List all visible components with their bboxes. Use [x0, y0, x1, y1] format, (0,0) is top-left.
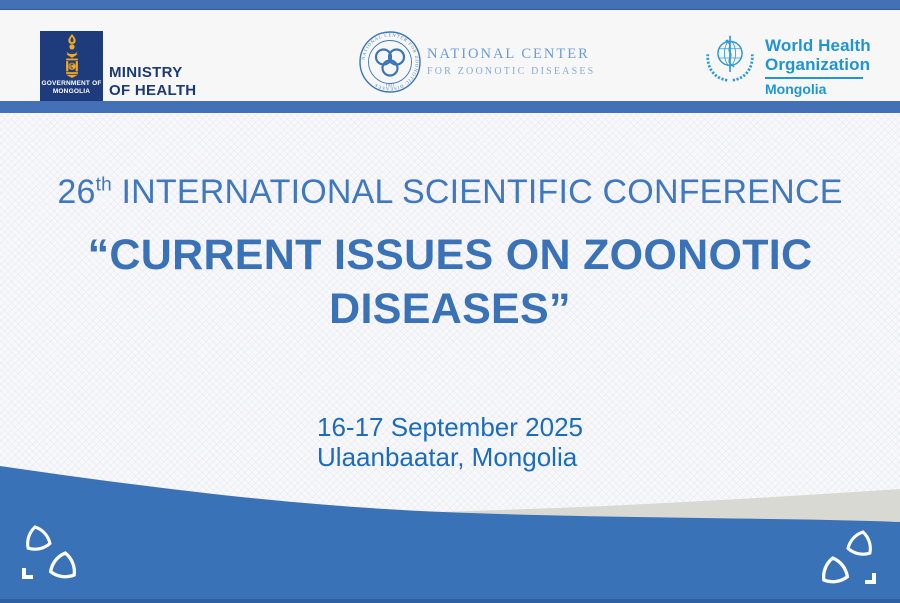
- ministry-name: [109, 64, 196, 100]
- triquetra-knot-icon: [816, 552, 853, 589]
- national-center-zoonotic-diseases-logo: [358, 30, 595, 94]
- corner-mark-icon: [22, 568, 33, 579]
- ncz-name-line2: FOR ZOONOTIC DISEASES: [427, 66, 596, 77]
- conference-title-line1: “CURRENT ISSUES ON ZOONOTIC: [87, 231, 813, 279]
- ncz-seal-year: 1931: [385, 82, 395, 88]
- ncz-name-line1: NATIONAL CENTER: [427, 46, 590, 62]
- corner-mark-icon: [865, 573, 876, 584]
- who-emblem-icon: [702, 33, 758, 83]
- conference-title-line2: DISEASES”: [329, 285, 571, 333]
- government-caption: [41, 80, 101, 95]
- conference-heading-text: INTERNATIONAL SCIENTIFIC CONFERENCE: [111, 173, 843, 211]
- ministry-name-line1: MINISTRY: [109, 64, 183, 81]
- mongolian-knot-decoration-left: [22, 523, 80, 583]
- logo-band: [0, 10, 900, 101]
- government-caption-line1: GOVERNMENT OF: [41, 80, 102, 87]
- who-text: [765, 36, 871, 97]
- who-name-line1: World Health: [765, 36, 871, 55]
- ministry-of-health-logo: [40, 31, 196, 102]
- separator-stripe: [0, 101, 900, 113]
- government-caption-line2: MONGOLIA: [52, 87, 91, 95]
- conference-location: Ulaanbaatar, Mongolia: [317, 442, 578, 472]
- triquetra-knot-icon: [45, 547, 82, 584]
- ministry-name-line2: OF HEALTH: [109, 82, 197, 99]
- who-name-line2: Organization: [765, 55, 871, 74]
- conference-heading: [0, 172, 900, 212]
- conference-title: [0, 228, 900, 336]
- ncz-seal-icon: [358, 30, 422, 94]
- ncz-name: [427, 46, 595, 78]
- government-of-mongolia-emblem: [40, 31, 103, 102]
- who-country: Mongolia: [765, 81, 827, 97]
- footer-wave: [0, 458, 900, 603]
- mongolian-knot-decoration-right: [818, 528, 876, 588]
- who-divider: [765, 77, 863, 79]
- who-logo: [702, 33, 871, 97]
- conference-number: 26: [57, 173, 96, 211]
- top-accent-bar: [0, 0, 900, 10]
- ncz-seal-ring-text: NATIONAL CENTER FOR ZOONOTIC DISEASES: [360, 32, 420, 92]
- conference-ordinal: th: [95, 174, 112, 196]
- conference-date: 16-17 September 2025: [317, 412, 583, 442]
- soyombo-icon: [57, 34, 87, 78]
